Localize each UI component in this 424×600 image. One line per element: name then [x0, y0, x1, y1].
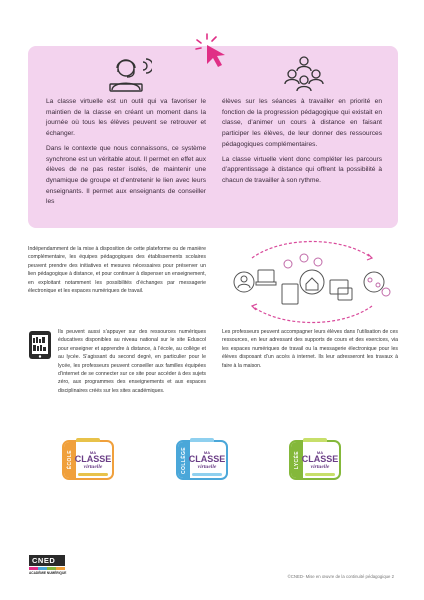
paragraph: Indépendamment de la mise à disposition de cette plateforme ou de manière complémentaire, les équipes pédagogiques des établissements scolaires peuvent prendre des initiatives et mesures nécessaires pour préserver un lien pédagogique à distance, et pour continuer à dispenser un enseignement, en exploitant notamment les possibilités d’échanges par messagerie électronique et les espaces numériques de travail.	[28, 246, 206, 295]
badge-line3: virtuelle	[197, 463, 217, 470]
badge-stripe	[78, 473, 108, 476]
cursor-click-icon	[195, 33, 235, 69]
badge-line2: CLASSE	[74, 453, 112, 464]
cned-logo	[29, 555, 69, 575]
teachers-paragraph	[222, 328, 398, 370]
tablet-books-icon	[28, 330, 52, 360]
badge-bar	[76, 438, 100, 442]
pink-box-left-column	[46, 97, 206, 212]
badge-line2: CLASSE	[188, 453, 226, 464]
paragraph: Dans le contexte que nous connaissons, ce système synchrone est un véritable atout. Il permet en effet aux élèves de ne pas rester isolés, de maintenir une dynamique de groupe et d’entretenir le lien avec leurs enseignants. Il permet aux enseignants de conseiller les	[46, 144, 206, 206]
cned-logo-name: CNED	[29, 555, 65, 566]
paragraph: La classe virtuelle est un outil qui va favoriser le maintien de la classe en créant un moment dans la journée où tous les élèves peuvent se retrouver et échanger.	[46, 98, 206, 138]
badge-stripe	[192, 473, 222, 476]
resources-paragraph-wrap	[58, 328, 206, 395]
badge-side-label: LYCÉE	[294, 450, 300, 470]
badge-ecole	[62, 440, 114, 480]
intro-paragraph	[28, 245, 206, 295]
badge-college	[176, 440, 228, 480]
footer-text: ©CNED- Mise en œuvre de la continuité pédagogique 2	[287, 574, 394, 579]
badge-title	[301, 448, 339, 472]
badge-line1: MA	[89, 449, 97, 455]
paragraph: Les professeurs peuvent accompagner leurs élèves dans l’utilisation de ces ressources, en leur adressant des supports de cours et des exercices, via les espaces numériques de travail ou la messagerie électronique pour les élèves disposant d’un accès à internet. Ils leur adresseront les travaux à faire à la maison.	[222, 329, 398, 369]
pink-box-right-column	[222, 97, 382, 191]
digital-resources-illustration	[222, 240, 402, 324]
paragraph: élèves sur les séances à travailler en priorité en fonction de la progression pédagogique qui existait en classe, d’animer un cours à distance en faisant participer les élèves, de leur donner des ressources pédagogiques complémentaires.	[222, 98, 382, 148]
badge-side-label: ÉCOLE	[67, 450, 73, 470]
badge-line3: virtuelle	[83, 463, 103, 470]
badge-lycee	[289, 440, 341, 480]
badge-line2: CLASSE	[301, 453, 339, 464]
badge-line1: MA	[316, 449, 324, 455]
group-users-icon	[283, 54, 325, 94]
badge-bar	[303, 438, 327, 442]
cned-logo-bars	[29, 567, 65, 570]
badge-line3: virtuelle	[310, 463, 330, 470]
badge-bar	[190, 438, 214, 442]
badge-title	[188, 448, 226, 472]
paragraph: La classe virtuelle vient donc compléter les parcours d’apprentissage à distance qui offrent la possibilité à chacun de travailler à son rythme.	[222, 155, 382, 184]
paragraph: Ils peuvent aussi s’appuyer sur des ressources numériques éducatives disponibles au niveau national sur le site Eduscol pour enseigner et apprendre à distance, à l’école, au collège et au lycée. S’agissant du second degré, en particulier pour le lycée, les professeurs peuvent conseiller aux familles équipées d’internet de se connecter sur ce site pour accéder à des sujets zéro, aux programmes des enseignements et aux espaces disciplinaires créés sur les sites académiques.	[58, 329, 206, 394]
badge-side-label: COLLÈGE	[181, 446, 187, 474]
cned-logo-subtitle: ACADÉMIE NUMÉRIQUE	[29, 571, 67, 575]
badge-stripe	[305, 473, 335, 476]
badge-line1: MA	[203, 449, 211, 455]
badge-title	[74, 448, 112, 472]
headset-user-icon	[106, 54, 152, 94]
